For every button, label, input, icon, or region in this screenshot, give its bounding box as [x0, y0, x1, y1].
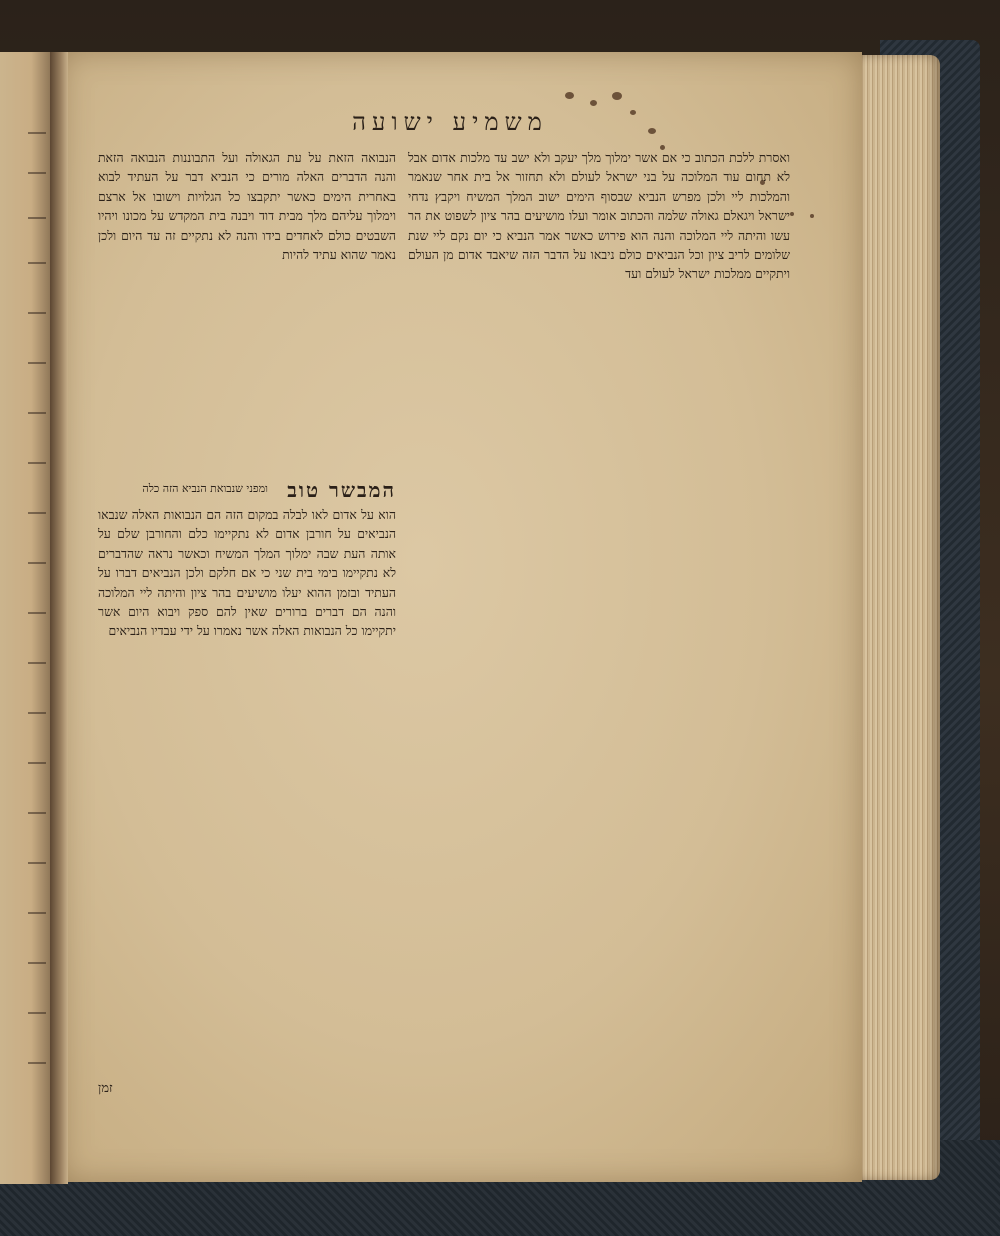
text-column-right [408, 148, 790, 1058]
text-fragment [28, 712, 46, 714]
text-fragment [28, 312, 46, 314]
ink-stain [612, 92, 622, 100]
text-fragment [28, 462, 46, 464]
ink-stain [648, 128, 656, 134]
ink-stain [565, 92, 574, 99]
text-fragment [28, 412, 46, 414]
page-edges [850, 55, 940, 1180]
text-fragment [28, 912, 46, 914]
text-fragment [28, 362, 46, 364]
running-header: משמיע ישועה [352, 108, 548, 136]
gutter [50, 52, 68, 1184]
text-fragment [28, 1012, 46, 1014]
text-fragment [28, 862, 46, 864]
ink-stain [630, 110, 636, 115]
column-text: ואסרת ללכת הכתוב כי אם אשר ימלוך מלך יעקב ולא ישב עד מלכות אדום אבל לא תחום עוד המלוכה על בני ישראל לעולם ולא תחזור אל בית אחר שנאמר והמלכות ליי ולכן מפרש הנביא שבסוף הימים ישוב המלך המשיח ויקבץ נדחי ישראל ויגאלם גאולה שלמה והכתוב אומר ועלו מושיעים בהר ציון לשפוט את הר עשו והיתה ליי המלוכה והנה הוא פירוש כאשר אמר הנביא כי יום נקם ליי שנת שלומים לריב ציון וכל הנביאים כולם ניבאו על הדבר הזה שיאבד אדום מן העולם ויתקיים ממלכות ישראל לעולם ועד [408, 150, 790, 282]
text-fragment [28, 1062, 46, 1064]
left-page-edge [0, 52, 52, 1184]
text-fragment [28, 132, 46, 134]
ink-stain [590, 100, 597, 106]
text-fragment [28, 562, 46, 564]
text-fragment [28, 262, 46, 264]
text-fragment [28, 762, 46, 764]
section-heading: המבשר טוב [287, 478, 396, 502]
text-fragment [28, 662, 46, 664]
text-column-left-top [98, 148, 396, 478]
ink-stain [790, 212, 794, 216]
column-text: הנבואה הזאת על עת הגאולה ועל התבוננות הנבואה הזאת והנה הדברים האלה מורים כי הנביא דבר על העתיד לבוא באחרית הימים כאשר יתקבצו כל הגלויות וישובו אל ארצם וימלוך עליהם מלך מבית דוד ויבנה בית המקדש על מכונו ויהיו השבטים כולם לאחדים בידו והנה לא נתקיים זה עד היום ולכן נאמר שהוא עתיד להיות [98, 150, 396, 263]
column-text: הוא על אדום לאו לבלה במקום הזה הם הנבואות האלה שנבאו הנביאים על חורבן אדום לא נתקיימו כלם והחורבן שלם על אותה העת שבה ימלוך המלך המשיח וכאשר נראה שהדברים לא נתקיימו בימי בית שני כי אם חלקם ולכן הנביאים דברו על העתיד ובזמן ההוא יעלו מושיעים בהר ציון והיתה ליי המלוכה והנה הם דברים ברורים שאין להם ספק ויבוא היום אשר יתקיימו כל הנבואות האלה אשר נאמרו על ידי עבדיו הנביאים [98, 507, 396, 639]
section-note: ומפני שנבואת הנביא הזה כלה [142, 482, 268, 495]
text-fragment [28, 172, 46, 174]
text-fragment [28, 512, 46, 514]
text-fragment [28, 217, 46, 219]
ink-stain [810, 214, 814, 218]
text-column-left-bottom [98, 505, 396, 1060]
text-fragment [28, 962, 46, 964]
text-fragment [28, 612, 46, 614]
catchword: זמן [98, 1081, 113, 1096]
section-heading-block [98, 478, 396, 508]
text-fragment [28, 812, 46, 814]
